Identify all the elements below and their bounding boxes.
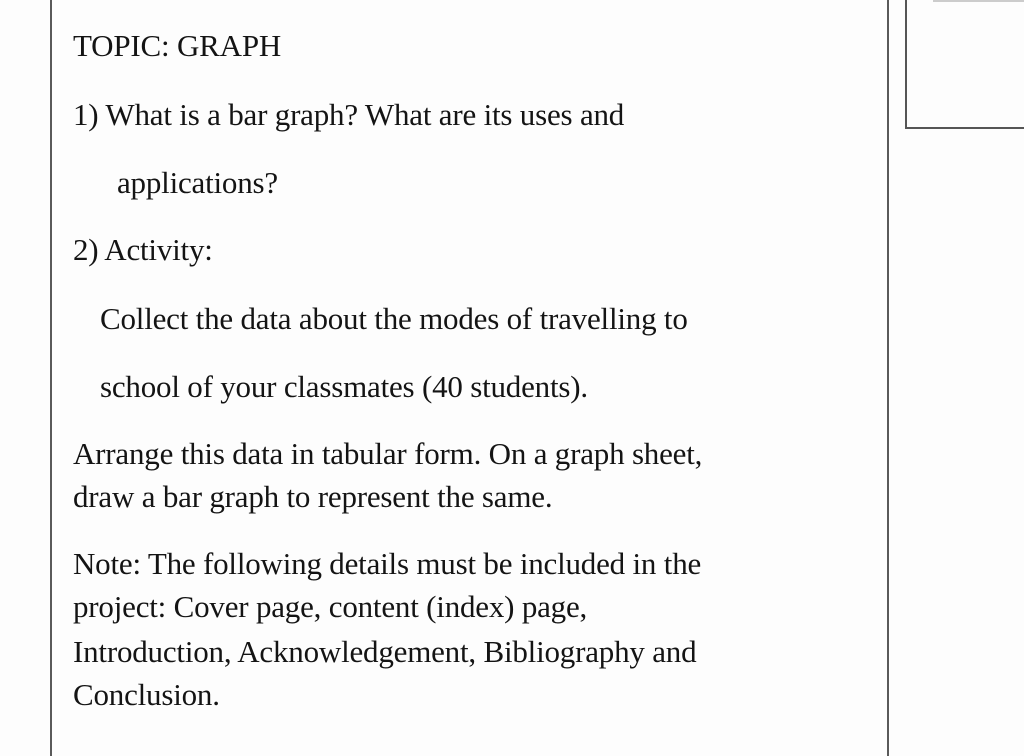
activity-line-1: Collect the data about the modes of travelling to xyxy=(100,301,688,336)
side-box xyxy=(905,0,1024,129)
question-2: 2) Activity: xyxy=(73,232,213,267)
activity-line-2: school of your classmates (40 students). xyxy=(100,369,588,404)
arrange-line-2: draw a bar graph to represent the same. xyxy=(73,479,553,514)
arrange-line-1: Arrange this data in tabular form. On a graph sheet, xyxy=(73,436,703,471)
note-line-1: Note: The following details must be included in the xyxy=(73,546,702,581)
note-line-2: project: Cover page, content (index) page, xyxy=(73,589,588,624)
question-1: 1) What is a bar graph? What are its uses and xyxy=(73,97,625,132)
topic-heading: TOPIC: GRAPH xyxy=(73,28,282,63)
cut-off-text xyxy=(933,0,1024,2)
question-1-cont: applications? xyxy=(117,165,278,200)
note-line-3: Introduction, Acknowledgement, Bibliography and xyxy=(73,634,697,669)
note-line-4: Conclusion. xyxy=(73,677,220,712)
